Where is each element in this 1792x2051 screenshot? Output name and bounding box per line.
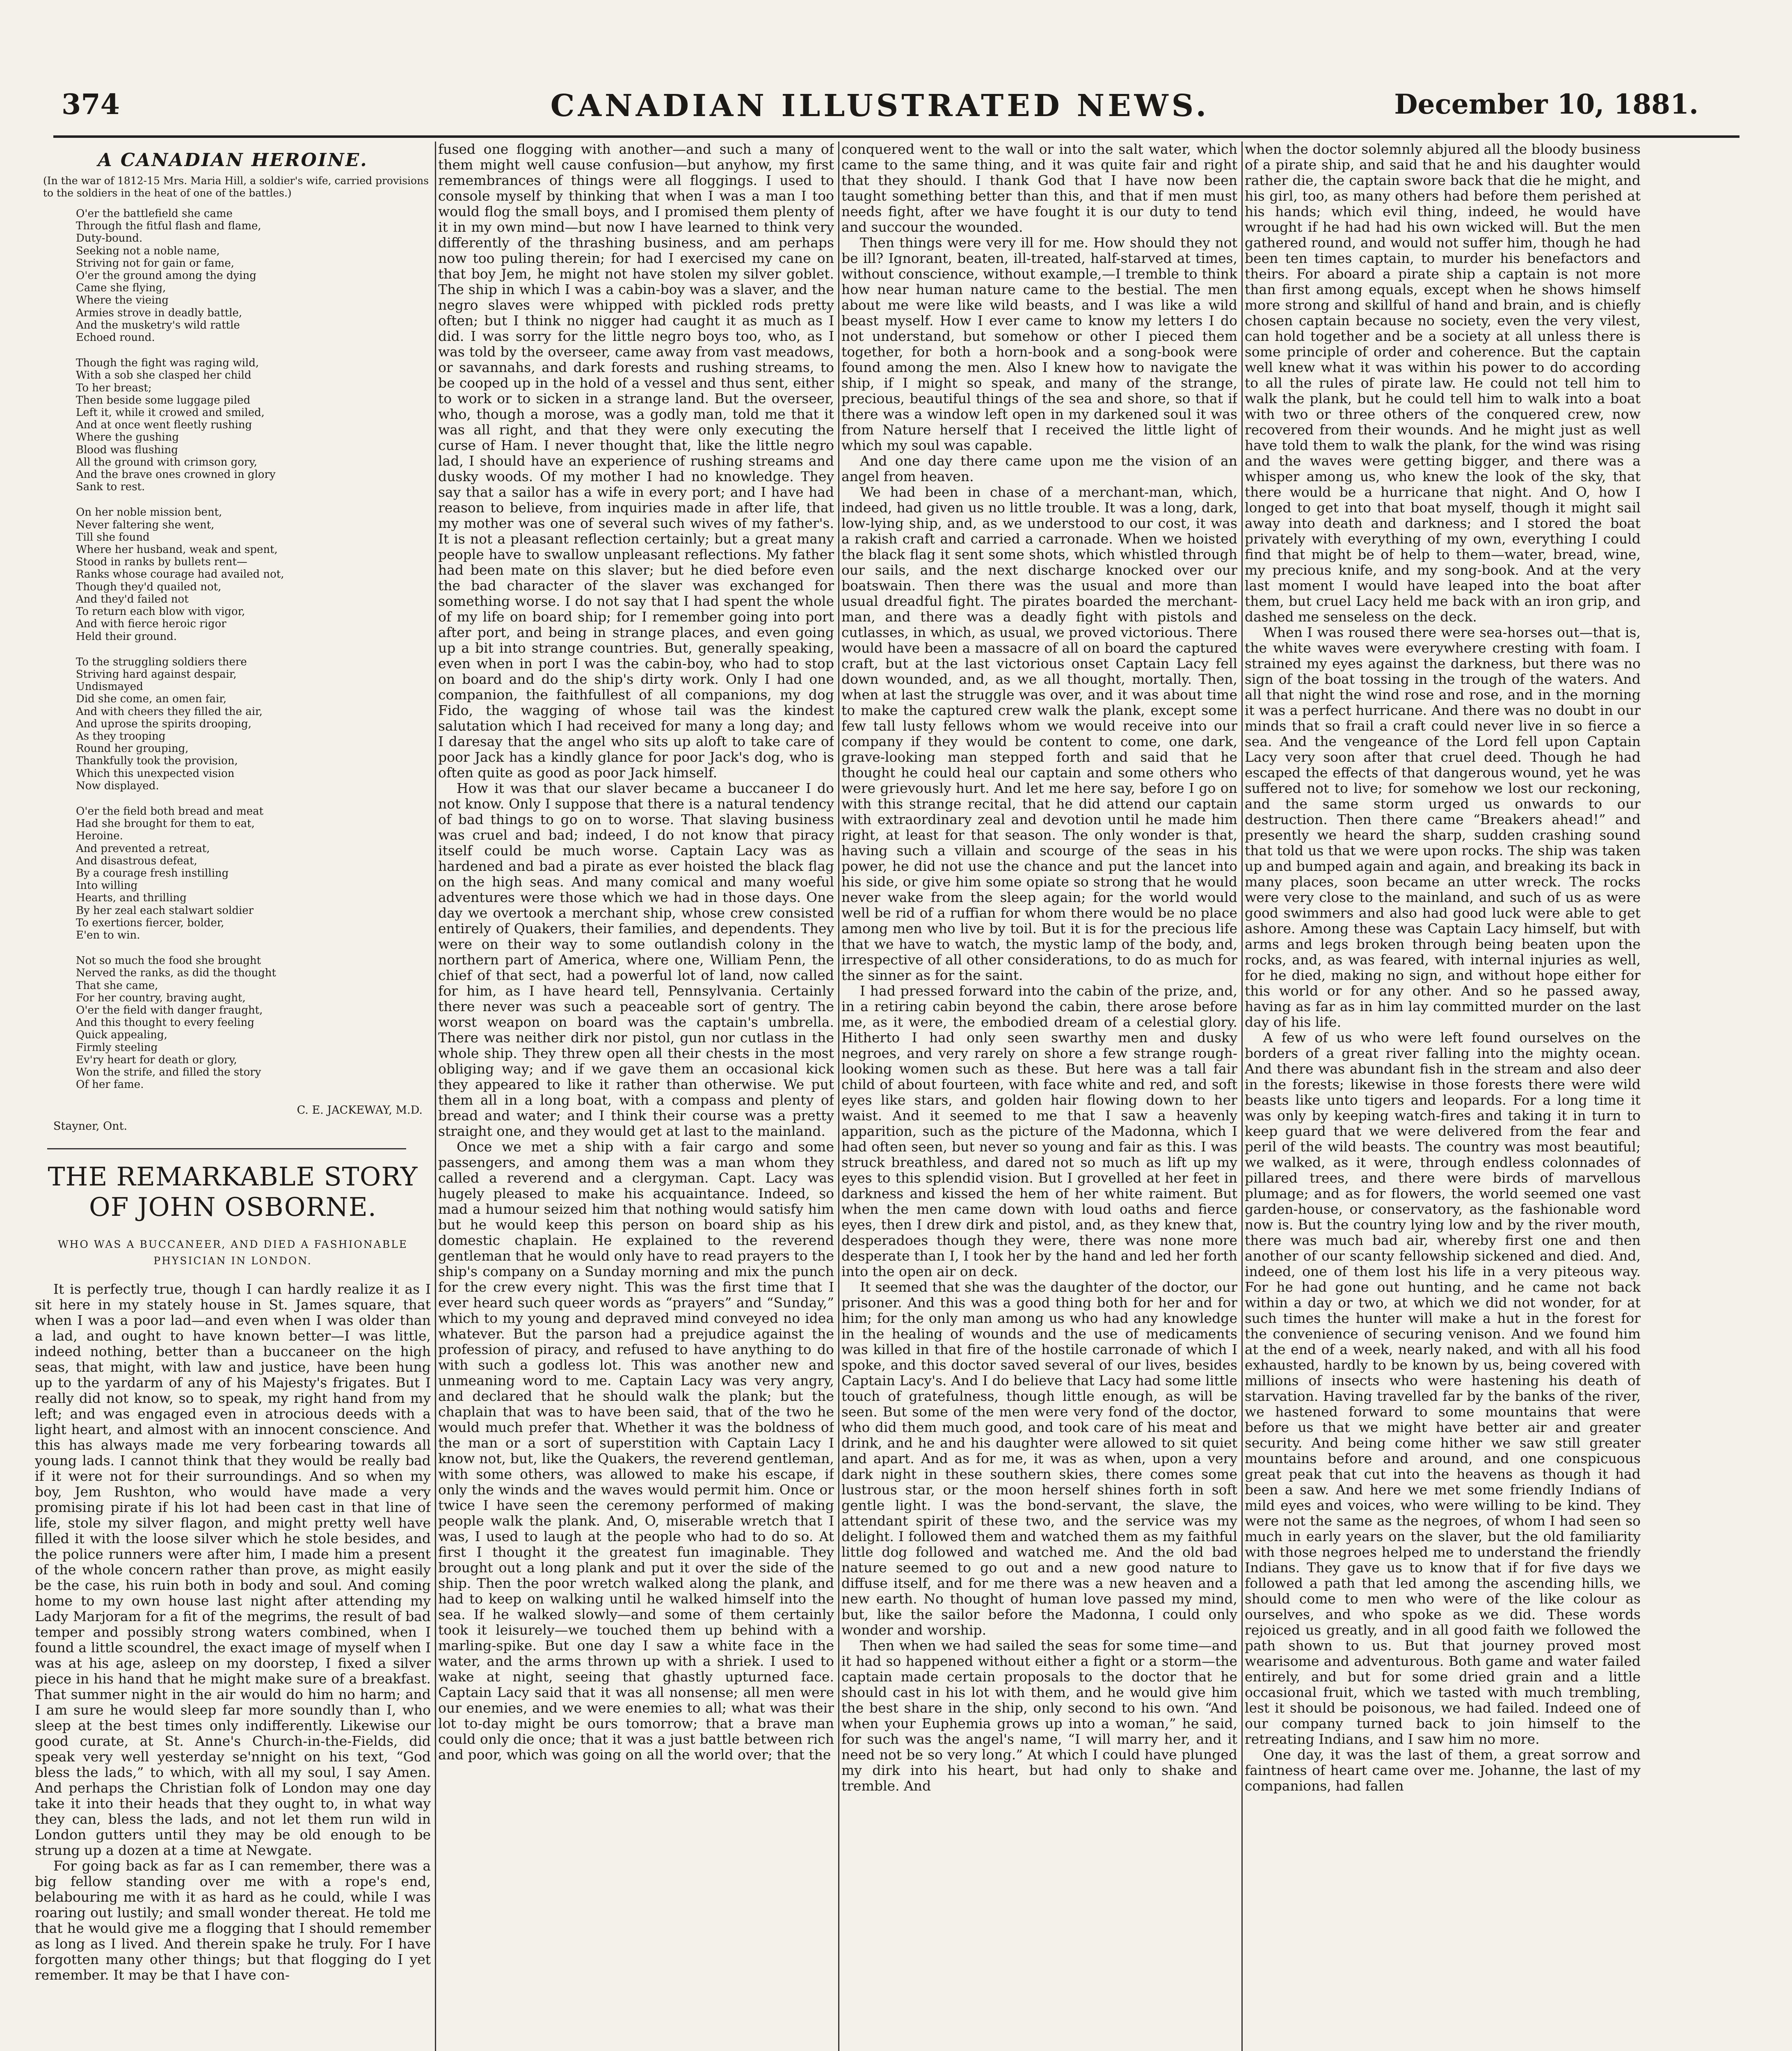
story-text-col4 xyxy=(1245,142,1641,1794)
poem-line: Never faltering she went, xyxy=(76,518,215,531)
paragraph: We had been in chase of a merchant-man, which, indeed, had given us no little trouble. It was a long, dark, low-lying ship, and, as we understood to our cost, it was a rakish craft and carried a carronade. When we hoisted the black flag it sent some shots, which whistled through our sails, and the next discharge knocked over our boatswain. Then there was the usual and more than usual dreadful fight. The pirates boarded the merchant-man, and there was a deadly fight with pistols and cutlasses, in which, as usual, we proved victorious. There would have been a massacre of all on board the captured craft, but at the last victorious onset Captain Lacy fell down wounded, and, as we all thought, mortally. Then, when at last the struggle was over, and it was about time to make the captured crew walk the plank, except some few tall lusty fellows whom we would receive into our company if they would be content to come, one dark, grave-looking man stepped forth and said that he thought he could heal our captain and some others who were grievously hurt. And let me here say, before I go on with this strange recital, that he did attend our captain with extraordinary zeal and devotion until he made him right, at least for that season. The only wonder is that, having such a villain and scourge of the seas in his power, he did not use the chance and put the lancet into his side, or give him some opiate so strong that he would never wake from the sleep again; for the world would well be rid of a ruffian for whom there would be no place among men who live by toil. But it is for the precious life that we have to watch, the mystic lamp of the body, and, irrespective of all other considerations, to do as much for the sinner as for the saint. xyxy=(841,484,1237,983)
poem-line: O'er the battlefield she came xyxy=(76,208,233,220)
poem-line: For her country, braving aught, xyxy=(76,991,246,1004)
poem-title: A CANADIAN HEROINE. xyxy=(98,150,368,171)
poem-line: Where the gushing xyxy=(76,431,179,444)
poem-line: Quick appealing, xyxy=(76,1029,167,1041)
poem-author: C. E. JACKEWAY, M.D. xyxy=(297,1104,423,1117)
poem-line: Into willing xyxy=(76,879,138,892)
poem-line: And with cheers they filled the air, xyxy=(76,705,263,718)
story-text-col1 xyxy=(35,1281,431,1983)
poem-line: Round her grouping, xyxy=(76,742,189,755)
paragraph: It seemed that she was the daughter of the doctor, our prisoner. And this was a good thing both for her and for him; for the only man among us who had any knowledge in the healing of wounds and the use of medicaments was killed in that fire of the hostile carronade of which I spoke, and this doctor saved several of our lives, besides Captain Lacy's. And I do believe that Lacy had some little touch of gratefulness, though little enough, as will be seen. But some of the men were very fond of the doctor, who did them much good, and took care of his meat and drink, and he and his daughter were allowed to sit quiet and apart. And as for me, it was as when, upon a very dark night in these southern skies, there comes some lustrous star, or the moon herself shines forth in soft gentle light. I was the bond-servant, the slave, the attendant spirit of these two, and the service was my delight. I followed them and watched them as my faithful little dog followed and watched me. And the old bad nature seemed to go out and a new good nature to diffuse itself, and for me there was a new heaven and a new earth. No thought of human love passed my mind, but, like the sailor before the Madonna, I could only wonder and worship. xyxy=(841,1279,1237,1638)
column-3 xyxy=(841,142,1237,2051)
poem-line: Sank to rest. xyxy=(76,481,145,493)
poem-line: And this thought to every feeling xyxy=(76,1016,254,1029)
poem-line: Had she brought for them to eat, xyxy=(76,818,255,830)
poem-line: To the struggling soldiers there xyxy=(76,655,247,668)
poem-line: Duty-bound. xyxy=(76,232,143,245)
poem-line: O'er the field with danger fraught, xyxy=(76,1004,263,1016)
poem-line: O'er the ground among the dying xyxy=(76,270,256,282)
poem-line: All the ground with crimson gory, xyxy=(76,456,257,468)
poem-line: And disastrous defeat, xyxy=(76,854,197,867)
poem-line: Of her fame. xyxy=(76,1078,144,1091)
column-rule xyxy=(838,142,839,2051)
poem-line: Blood was flushing xyxy=(76,443,178,456)
poem-place: Stayner, Ont. xyxy=(53,1120,128,1133)
paragraph: How it was that our slaver became a buccaneer I do not know. Only I suppose that there is a natural tendency of bad things to go on to worse. That slaving business was cruel and bad; indeed, I do not know that piracy itself could be much worse. Captain Lacy was as hardened and bad a pirate as ever hoisted the black flag on the high seas. And many comical and many woeful adventures were those which we had in those days. One day we overtook a merchant ship, whose crew consisted entirely of Quakers, their families, and dependents. They were on their way to some outlandish colony in the northern part of America, where one, William Penn, the chief of that sect, had a powerful lot of land, now called for him, as I have heard tell, Pennsylvania. Certainly there never was such a peaceable sort of gentry. The worst weapon on board was the captain's umbrella. There was neither dirk nor pistol, gun nor cutlass in the whole ship. They threw open all their chests in the most obliging way; and if we gave them an occasional kick they appeared to like it rather than otherwise. We put them all in a long boat, with a compass and plenty of bread and water; and I think their course was a pretty straight one, and they would get at last to the mainland. xyxy=(438,780,834,1139)
paragraph: A few of us who were left found ourselves on the borders of a great river falling into the mighty ocean. And there was abundant fish in the stream and also deer in the forests; likewise in those forests there were wild beasts like unto tigers and leopards. For a long time it was only by keeping watch-fires and taking it in turn to keep guard that we were delivered from the fear and peril of the wild beasts. The country was most beautiful; we walked, as it were, through endless colonnades of pillared trees, and there were birds of marvellous plumage; and as for flowers, the world seemed one vast garden-house, or conservatory, as the fashionable word now is. But the country lying low and by the river mouth, there was much bad air, whereby first one and then another of our scanty fellowship sickened and died. And, indeed, one of them lost his life in a very piteous way. For he had gone out hunting, and he came not back within a day or two, at which we did not wonder, for at such times the hunter will make a hut in the forest for the convenience of securing venison. And we found him at the end of a week, nearly naked, and with all his food exhausted, hardly to be known by us, being covered with millions of insects who were hastening his death of starvation. Having travelled far by the banks of the river, we hastened forward to some mountains that were before us that we might have better air and greater security. And being come hither we saw still greater mountains before and around, and one conspicuous great peak that cut into the heavens as though it had been a saw. And here we met some friendly Indians of mild eyes and voices, who were willing to be kind. They were not the same as the negroes, of whom I had seen so much in early years on the slaver, but the old familiarity with those negroes helped me to understand the friendly Indians. They gave us to know that if for five days we followed a path that led among the ascending hills, we should come to men who were of the like colour as ourselves, and who spoke as we did. These words rejoiced us greatly, and in all good faith we followed the path shown to us. But that journey proved most wearisome and adventurous. Both game and water failed entirely, and but for some dried grain and a little occasional fruit, which we tasted with much trembling, lest it should be poisonous, we had failed. Indeed one of our company turned back to join himself to the retreating Indians, and I saw him no more. xyxy=(1245,1030,1641,1747)
poem-line: By a courage fresh instilling xyxy=(76,867,229,879)
poem-line: O'er the field both bread and meat xyxy=(76,805,264,818)
poem-line: To exertions fiercer, bolder, xyxy=(76,916,224,929)
poem-line: And uprose the spirits drooping, xyxy=(76,717,251,730)
poem-line: Stood in ranks by bullets rent— xyxy=(76,556,247,569)
paragraph: And one day there came upon me the vision of an angel from heaven. xyxy=(841,453,1237,484)
poem-line: Thankfully took the provision, xyxy=(76,755,238,767)
story-text-col3 xyxy=(841,142,1237,1794)
poem-line: Ranks whose courage had availed not, xyxy=(76,568,284,581)
column-1 xyxy=(35,142,431,2051)
poem-line: Echoed round. xyxy=(76,331,155,344)
paragraph: One day, it was the last of them, a great sorrow and faintness of heart came over me. Johanne, the last of my companions, had fallen xyxy=(1245,1747,1641,1794)
poem-line: Firmly steeling xyxy=(76,1041,158,1054)
poem-line: And they'd failed not xyxy=(76,593,189,605)
poem-line: Seeking not a noble name, xyxy=(76,244,220,257)
poem-line: Then beside some luggage piled xyxy=(76,394,251,407)
poem-line: Nerved the ranks, as did the thought xyxy=(76,967,276,980)
paragraph: conquered went to the wall or into the salt water, which came to the same thing, and it was quite fair and right that they should. I thank God that I have now been taught something better than this, and that if men must needs fight, after we have fought it is our duty to tend and succour the wounded. xyxy=(841,142,1237,235)
poem-stanza xyxy=(76,208,431,344)
column-rule xyxy=(435,142,436,2051)
poem-note: (In the war of 1812-15 Mrs. Maria Hill, a soldier's wife, carried provisions to the soldiers in the heat of one of the battles.) xyxy=(43,175,429,199)
poem-stanza xyxy=(76,656,431,792)
poem-line: Undismayed xyxy=(76,681,143,693)
poem-stanza xyxy=(76,805,431,941)
header-rule xyxy=(53,135,1739,138)
poem-line: And prevented a retreat, xyxy=(76,842,210,855)
masthead xyxy=(62,88,1698,129)
paragraph: Then when we had sailed the seas for some time—and it had so happened without either a fight or a storm—the captain made certain proposals to the doctor that he should cast in his lot with them, and he would give him the best share in the ship, only second to his own. “And when your Euphemia grows up into a woman,” he said, for such was the angel's name, “I will marry her, and it need not be so very long.” At which I could have plunged my dirk into his heart, but had only to shake and tremble. And xyxy=(841,1638,1237,1794)
paragraph: For going back as far as I can remember, there was a big fellow standing over me with a rope's end, belabouring me with it as hard as he could, while I was roaring out lustily; and small wonder thereat. He told me that he would give me a flogging that I should remember as long as I lived. And therein spake he truly. For I have forgotten many other things; but that flogging do I yet remember. It may be that I have con- xyxy=(35,1858,431,1983)
poem-line: Where her husband, weak and spent, xyxy=(76,544,278,556)
paragraph: It is perfectly true, though I can hardly realize it as I sit here in my stately house in St. James square, that when I was a poor lad—and even when I was older than a lad, and ought to have known better—I was little, indeed nothing, better than a buccaneer on the high seas, that might, with law and justice, have been hung up to the yardarm of any of his Majesty's frigates. But I really did not know, so to speak, my right hand from my left; and was engaged even in atrocious deeds with a light heart, and almost with an innocent conscience. And this has always made me very forbearing towards all young lads. I cannot think that they would be really bad if it were not for their surroundings. And so when my boy, Jem Rushton, who would have made a very promising pirate if his lot had been cast in that line of life, stole my silver flagon, and might pretty well have filled it with the loose silver which he stole besides, and the police runners were after him, I made him a present of the whole concern rather than prove, as might easily be the case, his ruin both in body and soul. And coming home to my own house last night after attending my Lady Marjoram for a fit of the megrims, the result of bad temper and possibly strong waters combined, when I found a little scoundrel, the exact image of myself when I was at his age, asleep on my doorstep, I fixed a silver piece in his hand that he might make sure of a breakfast. That summer night in the air would do him no harm; and I am sure he would sleep far more soundly than I, who sleep at the best times only indifferently. Likewise our good curate, at St. Anne's Church-in-the-Fields, did speak very well yesterday se'nnight on his text, “God bless the lads,” to which, with all my soul, I say Amen. And perhaps the Christian folk of London may one day take it into their heads that they ought to, in what way they can, bless the lads, and not let them run wild in London gutters until they may be old enough to be strung up a dozen at a time at Newgate. xyxy=(35,1281,431,1859)
poem-line: Did she come, an omen fair, xyxy=(76,693,227,706)
paragraph: fused one flogging with another—and such a many of them might well cause confusion—but anyhow, my first remembrances of things were all floggings. I used to console myself by thinking that when I was a man I too would flog the small boys, and I promised them plenty of it in my own mind—but now I have learned to think very differently of the thrashing business, and am perhaps now too puling therein; for had I exercised my cane on that boy Jem, he might not have stolen my silver goblet. The ship in which I was a cabin-boy was a slaver, and the negro slaves were whipped with pickled rods pretty often; but I think no nigger had caught it as much as I did. I was sorry for the little negro boys too, who, as I was told by the overseer, came away from vast meadows, or savannahs, and dark forests and rushing streams, to be cooped up in the hold of a vessel and thus sent, either to work or to sicken in a strange land. But the overseer, who, though a morose, was a godly man, told me that it was all right, and that they were only executing the curse of Ham. I never thought that, like the little negro lad, I should have an experience of rushing streams and dusky woods. Of my mother I had no knowledge. They say that a sailor has a wife in every port; and I have had reason to believe, from inquiries made in after life, that my mother was one of several such wives of my father's. It is not a pleasant reflection certainly; but a great many people have to swallow unpleasant reflections. My father had been mate on this slaver; but he died before even the bad character of the slaver was exchanged for something worse. I do not say that I had spent the whole of my life on board ship; for I remember going into port after port, and being in strange places, and even going up a bit into strange countries. But, generally speaking, even when in port I was the cabin-boy, who had to stop on board and do the ship's dirty work. Only I had one companion, the faithfullest of all companions, my dog Fido, the wagging of whose tail was the kindest salutation which I had received for many a long day; and I daresay that the angel who sits up aloft to take care of poor Jack has a kindly glance for poor Jack's dog, who is often quite as good as poor Jack himself. xyxy=(438,142,834,781)
story-text-col2 xyxy=(438,142,834,1763)
poem-line: Heroine. xyxy=(76,830,123,843)
poem-line: By her zeal each stalwart soldier xyxy=(76,904,254,917)
poem-line: Striving not for gain or fame, xyxy=(76,257,234,270)
poem-stanza xyxy=(76,955,431,1091)
poem-line: Hearts, and thrilling xyxy=(76,892,187,904)
poem-line: Not so much the food she brought xyxy=(76,955,261,967)
poem-line: Where the vieing xyxy=(76,294,169,307)
poem-line: Through the fitful flash and flame, xyxy=(76,220,261,233)
poem-line: Won the strife, and filled the story xyxy=(76,1066,261,1078)
poem-line: To her breast; xyxy=(76,381,152,394)
poem-line: E'en to win. xyxy=(76,929,140,941)
story-title: THE REMARKABLE STORY OF JOHN OSBORNE. xyxy=(48,1162,418,1222)
page-number: 374 xyxy=(62,88,120,121)
poem-stanza xyxy=(76,357,431,493)
poem-line: Ev'ry heart for death or glory, xyxy=(76,1053,237,1066)
poem-line: As they trooping xyxy=(76,730,166,742)
poem-line: And the brave ones crowned in glory xyxy=(76,468,276,481)
poem-line: Which this unexpected vision xyxy=(76,767,235,780)
poem-line: Left it, while it crowed and smiled, xyxy=(76,407,265,419)
poem-line: Though the fight was raging wild, xyxy=(76,357,259,370)
paragraph: I had pressed forward into the cabin of the prize, and, in a retiring cabin beyond the cabin, there arose before me, as it were, the embodied dream of a celestial glory. Hitherto I had only seen swarthy men and dusky negroes, and very rarely on shore a few strange rough-looking women such as these. But here was a tall fair child of about fourteen, with face white and red, and soft eyes like stars, and golden hair flowing down to her waist. And it seemed to me that I saw a heavenly apparition, such as the picture of the Madonna, which I had often seen, but never so young and fair as this. I was struck breathless, and dared not so much as lift up my eyes to this splendid vision. But I grovelled at her feet in darkness and kissed the hem of her white raiment. But when the men came down with loud oaths and fierce eyes, then I drew dirk and pistol, and, as they knew that, desperadoes though they were, there was none more desperate than I, I took her by the hand and led her forth into the open air on deck. xyxy=(841,983,1237,1279)
poem-stanza xyxy=(76,506,431,642)
poem-line: And at once went fleetly rushing xyxy=(76,419,252,432)
paragraph: Then things were very ill for me. How should they not be ill? Ignorant, beaten, ill-treated, half-starved at times, without conscience, without example,—I tremble to think how near human nature came to the bestial. The men about me were like wild beasts, and I was like a wild beast myself. How I ever came to know my letters I do not understand, but somehow or other I pieced them together, for both a horn-book and a song-book were found among the men. Also I knew how to navigate the ship, if I might so speak, and many of the strange, precious, beautiful things of the sea and shore, so that if there was a window left open in my darkened soul it was from Nature herself that I received the little light of which my soul was capable. xyxy=(841,235,1237,453)
poem-line: And with fierce heroic rigor xyxy=(76,618,226,630)
poem-line: To return each blow with vigor, xyxy=(76,605,245,618)
poem-line: Though they'd quailed not, xyxy=(76,580,222,593)
paragraph: when the doctor solemnly abjured all the bloody business of a pirate ship, and said that he and his daughter would rather die, the captain swore back that die he might, and his girl, too, as many others had before them perished at his hands; which evil thing, indeed, he would have wrought if he had had his own wicked will. But the men gathered round, and would not suffer him, though he had been ten times captain, to murder his benefactors and theirs. For aboard a pirate ship a captain is not more than first among equals, except when he shows himself more strong and skillful of hand and brain, and is chiefly chosen captain because no society, even the very vilest, can hold together and be a society at all unless there is some principle of order and coherence. But the captain well knew what it was within his power to do according to all the rules of pirate law. He could not tell him to walk the plank, but he could tell him to walk into a boat with two or three others of the conquered crew, now recovered from their wounds. And he might just as well have told them to walk the plank, for the wind was rising and the waves were getting bigger, and there was a whisper among us, who knew the look of the sky, that there would be a hurricane that night. And O, how I longed to get into that boat myself, though it might sail away into death and darkness; and I stored the boat privately with everything of my own, everything I could find that might be of help to them—water, bread, wine, my precious knife, and my song-book. And at the very last moment I would have leaped into the boat after them, but cruel Lacy held me back with an iron grip, and dashed me senseless on the deck. xyxy=(1245,142,1641,625)
poem-line: Till she found xyxy=(76,531,150,544)
poem-body xyxy=(76,208,431,1091)
poem-line: On her noble mission bent, xyxy=(76,506,222,519)
poem-line: Armies strove in deadly battle, xyxy=(76,306,242,319)
paragraph: Once we met a ship with a fair cargo and some passengers, and among them was a man whom they called a reverend and a clergyman. Capt. Lacy was hugely pleased to make his acquaintance. Indeed, so mad a humour seized him that nothing would satisfy him but he would keep this person on board ship as his domestic chaplain. He explained to the reverend gentleman that he would only have to read prayers to the ship's company on a Sunday morning and mix the punch for the crew every night. This was the first time that I ever heard such queer words as “prayers” and “Sunday,” which to my young and depraved mind conveyed no idea whatever. But the parson had a prejudice against the profession of piracy, and refused to have anything to do with such a godless lot. This was another new and unmeaning word to me. Captain Lacy was very angry, and declared that he should walk the plank; but the chaplain that was to have been said, that of the two he would much prefer that. Whether it was the boldness of the man or a sort of superstition with Captain Lacy I know not, but, like the Quakers, the reverend gentleman, with some others, was allowed to make his escape, if only the winds and the waves would permit him. Once or twice I have seen the ceremony performed of making people walk the plank. And, O, miserable wretch that I was, I used to laugh at the people who had to do so. At first I thought it the greatest fun imaginable. They brought out a long plank and put it over the side of the ship. Then the poor wretch walked along the plank, and had to keep on walking until he walked himself into the sea. If he walked slowly—and some of them certainly took it leisurely—we touched them up behind with a marling-spike. But one day I saw a white face in the water, and the arms thrown up with a shriek. I used to wake at night, seeing that ghastly upturned face. Captain Lacy said that it was all nonsense; all men were our enemies, and we were enemies to all; what was their lot to-day might be ours tomorrow; that a brave man could only die once; that it was a just battle between rich and poor, which was going on all the world over; that the xyxy=(438,1139,834,1763)
newspaper-title: CANADIAN ILLUSTRATED NEWS. xyxy=(550,88,1210,123)
issue-date: December 10, 1881. xyxy=(1394,88,1698,120)
poem-line: Now displayed. xyxy=(76,779,159,792)
poem-line: Held their ground. xyxy=(76,630,177,643)
story-subtitle: WHO WAS A BUCCANEER, AND DIED A FASHIONABLE PHYSICIAN IN LONDON. xyxy=(57,1238,408,1267)
poem-line: And the musketry's wild rattle xyxy=(76,319,240,331)
poem-line: With a sob she clasped her child xyxy=(76,369,251,382)
poem-line: Came she flying, xyxy=(76,282,166,295)
poem-line: Striving hard against despair, xyxy=(76,668,237,681)
column-2 xyxy=(438,142,834,2051)
poem-line: That she came, xyxy=(76,979,158,992)
section-divider xyxy=(47,1148,406,1149)
paragraph: When I was roused there were sea-horses out—that is, the white waves were everywhere cresting with foam. I strained my eyes against the darkness, but there was no sign of the boat tossing in the trough of the waters. And all that night the wind rose and rose, and in the morning it was a perfect hurricane. And there was no doubt in our minds that so frail a craft could never live in so fierce a sea. And the vengeance of the Lord fell upon Captain Lacy very soon after that cruel deed. Though he had escaped the effects of that dangerous wound, yet he was suffered not to live; for somehow we lost our reckoning, and the same storm urged us onwards to our destruction. Then there came “Breakers ahead!” and presently we heard the sharp, sudden crashing sound that told us that we were upon rocks. The ship was taken up and bumped again and again, and breaking its back in many places, soon became an utter wreck. The rocks were very close to the mainland, and such of us as were good swimmers and also had good luck were able to get ashore. Among these was Captain Lacy himself, but with arms and legs broken through being beaten upon the rocks, and, as was feared, with internal injuries as well, for he died, making no sign, and without hope either for this world or for any other. And so he passed away, having as far as in him lay committed murder on the last day of his life. xyxy=(1245,624,1641,1030)
column-4 xyxy=(1245,142,1641,2051)
column-rule xyxy=(1241,142,1243,2051)
